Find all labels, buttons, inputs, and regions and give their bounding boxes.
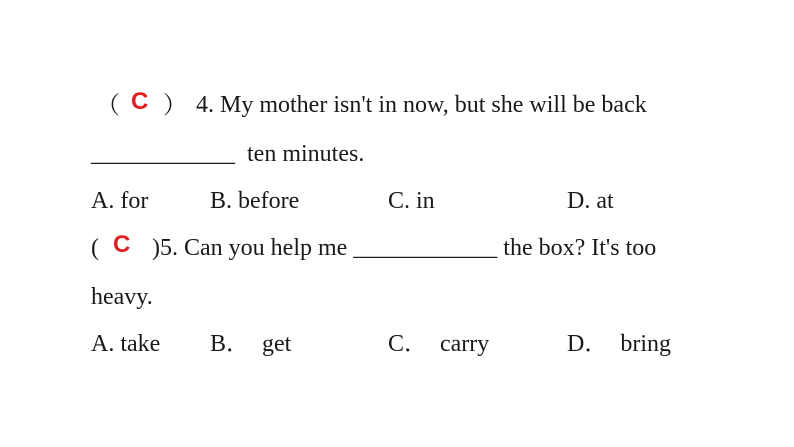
open-bracket: ( bbox=[91, 235, 99, 261]
question-stem-continued: heavy. bbox=[91, 284, 153, 310]
option-c[interactable]: C． carry bbox=[388, 331, 490, 357]
answer-mark: C bbox=[131, 88, 149, 115]
option-d[interactable]: D． bring bbox=[567, 331, 671, 357]
answer-mark: C bbox=[113, 231, 131, 258]
option-c[interactable]: C. in bbox=[388, 188, 435, 214]
option-b[interactable]: B． get bbox=[210, 331, 292, 357]
option-b[interactable]: B. before bbox=[210, 188, 300, 214]
close-bracket: ） bbox=[163, 91, 187, 119]
question-stem-continued: ____________ ten minutes. bbox=[91, 141, 365, 167]
option-d[interactable]: D. at bbox=[567, 188, 614, 214]
close-bracket: ) bbox=[152, 235, 160, 261]
open-bracket: （ bbox=[96, 91, 120, 119]
question-stem: 5. Can you help me ____________ the box? It's too bbox=[160, 235, 657, 261]
question-stem: 4. My mother isn't in now, but she will be back bbox=[196, 92, 647, 118]
option-a[interactable]: A. take bbox=[91, 331, 161, 357]
option-a[interactable]: A. for bbox=[91, 188, 149, 214]
